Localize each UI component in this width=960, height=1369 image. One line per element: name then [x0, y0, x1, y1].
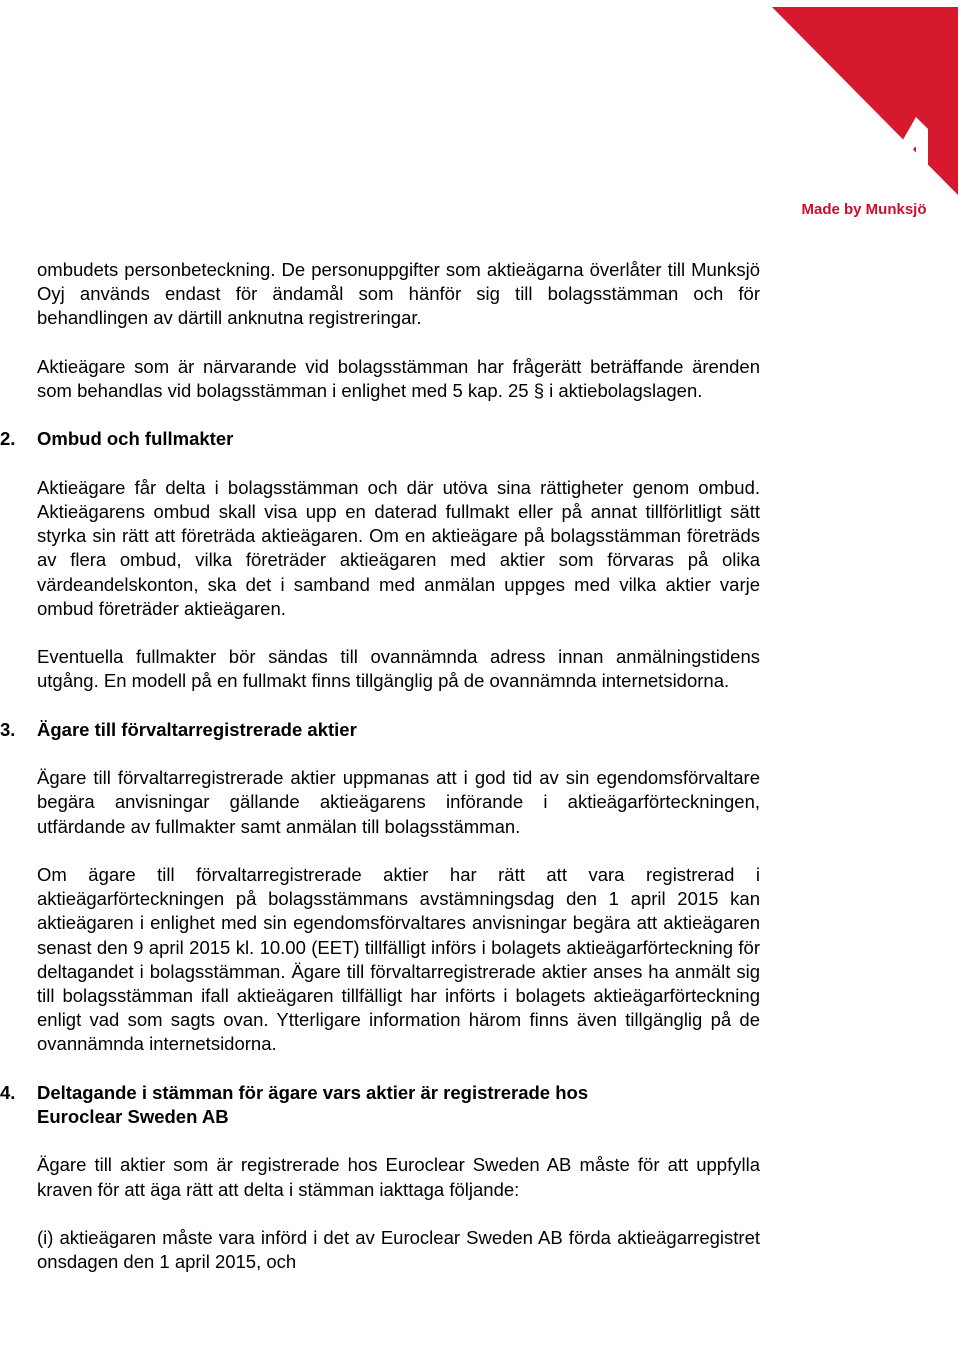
section-2-paragraph-2: Eventuella fullmakter bör sändas till ovannämnda adress innan anmälningstidens utgång. En modell på en fullmakt finns tillgänglig på de ovannämnda internetsidorna. — [37, 646, 760, 692]
section-4-heading — [0, 1081, 760, 1129]
section-3-heading — [0, 718, 760, 742]
section-number: 3. — [0, 718, 16, 740]
section-title: Ombud och fullmakter — [37, 428, 234, 450]
section-4-paragraph-2: (i) aktieägaren måste vara införd i det av Euroclear Sweden AB förda aktieägarregistret onsdagen den 1 april 2015, och — [37, 1226, 760, 1273]
section-2-heading — [0, 427, 760, 451]
section-number: 4. — [0, 1081, 16, 1103]
logo-text: Made by Munksjö — [801, 201, 927, 218]
munksjo-logo — [768, 5, 960, 227]
document-body — [0, 258, 760, 1274]
paragraph-question-right: Aktieägare som är närvarande vid bolagsstämman har frågerätt beträffande ärenden som behandlas vid bolagsstämman i enlighet med 5 kap. 25 § i aktiebolagslagen. — [37, 355, 760, 401]
section-title: Deltagande i stämman för ägare vars aktier är registrerade hos Euroclear Sweden AB — [37, 1081, 589, 1127]
munksjo-logo-mark — [768, 5, 960, 197]
section-2-paragraph-1: Aktieägare får delta i bolagsstämman och där utöva sina rättigheter genom ombud. Aktieägarens ombud skall visa upp en daterad fullmakt eller på annat tillförlitligt sätt styrka sin rätt att företräda aktieägaren. Om en aktieägare på bolagsstämman företräds av flera ombud, vilka företräder aktieägaren med aktier som förvaras på olika värdeandelskonton, ska det i samband med anmälan uppges med vilka aktier varje ombud företräder aktieägaren. — [37, 476, 760, 619]
section-3-paragraph-2: Om ägare till förvaltarregistrerade aktier har rätt att vara registrerad i aktieägarförteckningen på bolagsstämmans avstämningsdag den 1 april 2015 kan aktieägaren i enlighet med sin egendomsförvaltares anvisningar begära att aktieägaren senast den 9 april 2015 kl. 10.00 (EET) tillfälligt införs i bolagets aktieägarförteckning för deltagandet i bolagsstämman. Ägare till förvaltarregistrerade aktier anses ha anmält sig till bolagsstämman ifall aktieägaren tillfälligt har införts i bolagets aktieägarförteckning enligt vad som sagts ovan. Ytterligare information härom finns även tillgänglig på de ovannämnda internetsidorna. — [37, 863, 760, 1055]
section-3-paragraph-1: Ägare till förvaltarregistrerade aktier uppmanas att i god tid av sin egendomsförvaltare begära anvisningar gällande aktieägarens införande i aktieägarförteckningen, utfärdande av fullmakter samt anmälan till bolagsstämman. — [37, 767, 760, 837]
section-4-paragraph-1: Ägare till aktier som är registrerade hos Euroclear Sweden AB måste för att uppfylla kraven för att äga rätt att delta i stämman iakttaga följande: — [37, 1154, 760, 1200]
section-number: 2. — [0, 428, 16, 450]
section-title: Ägare till förvaltarregistrerade aktier — [37, 718, 357, 740]
paragraph-personal-data: ombudets personbeteckning. De personuppgifter som aktieägarna överlåter till Munksjö Oyj används endast för ändamål som hänför sig till bolagsstämman och för behandlingen av därtill anknutna registreringar. — [37, 259, 760, 329]
